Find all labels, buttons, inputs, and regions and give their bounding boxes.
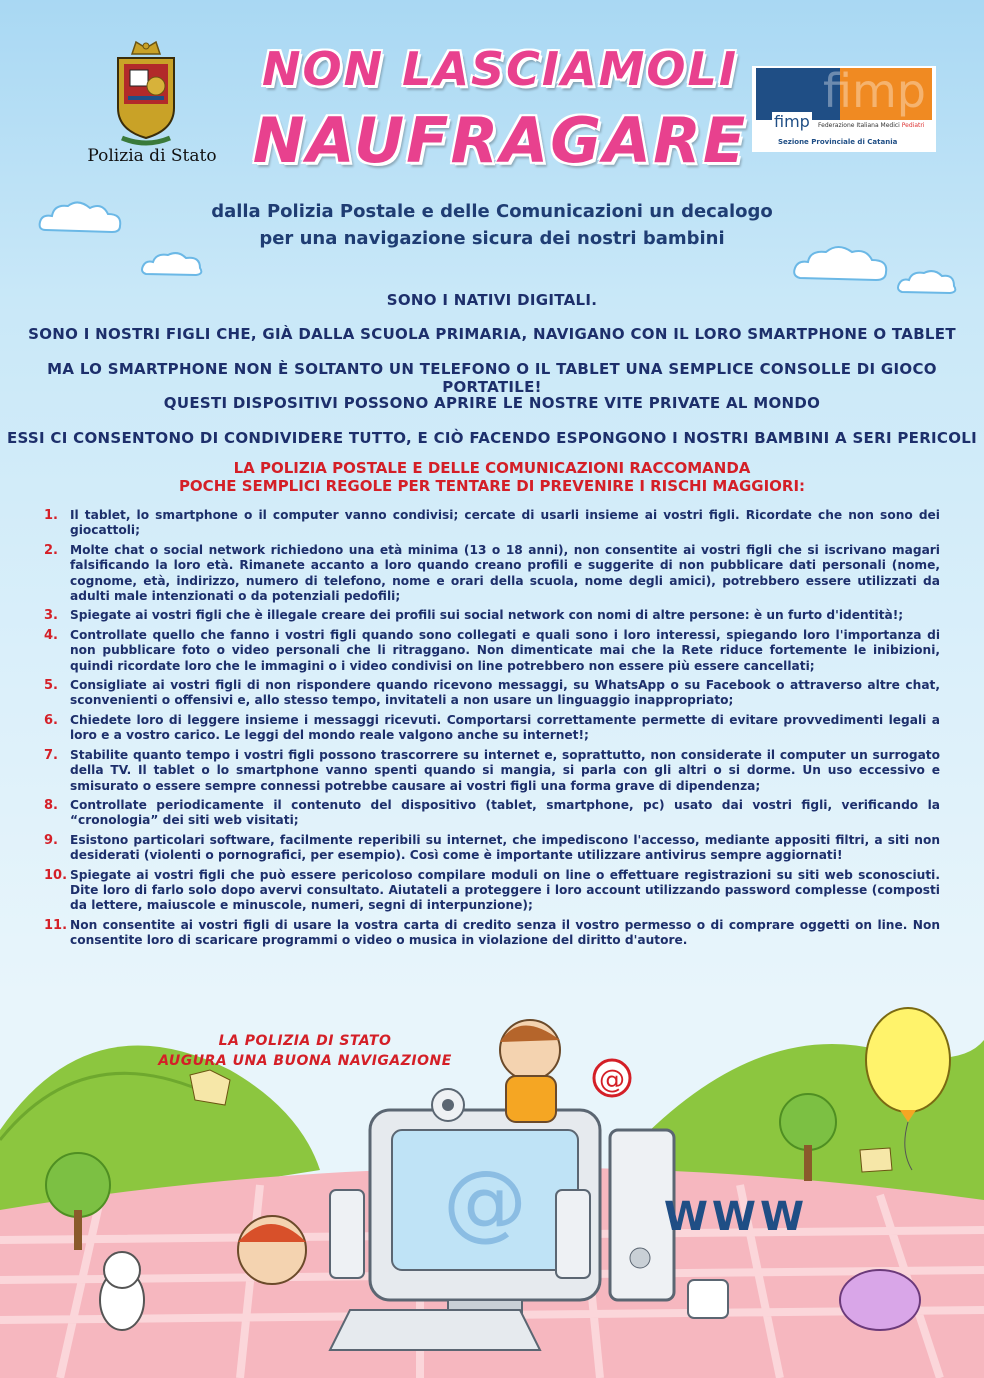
intro-line: MA LO SMARTPHONE NON È SOLTANTO UN TELEFONO O IL TABLET UNA SEMPLICE CONSOLLE DI GIOCO PORTATILE! — [47, 360, 937, 396]
rule-number: 9. — [44, 832, 58, 848]
rule-number: 11. — [44, 917, 68, 933]
rule-item — [44, 868, 940, 914]
rule-text: Spiegate ai vostri figli che può essere pericoloso compilare moduli on line o effettuare registrazioni su siti web sconosciuti. Dite loro di farlo solo dopo avervi consultato. Aiutateli a proteggere i loro account utilizzando password complesse (composti da lettere, maiuscole e minuscole, numeri, segni di interpunzione); — [70, 867, 940, 913]
poster-title-line1: NON LASCIAMOLI — [262, 42, 738, 96]
rule-item — [44, 713, 940, 744]
fimp-brand: fimp — [774, 112, 810, 131]
rule-text: Il tablet, lo smartphone o il computer vanno condivisi; cercate di usarli insieme ai vostri figli. Ricordate che non sono dei giocattoli; — [70, 508, 940, 538]
rule-item — [44, 918, 940, 949]
rule-text: Controllate quello che fanno i vostri figli quando sono collegati e quali sono i loro interessi, spiegando loro l'importanza di non pubblicare foto o video personali che li ritraggano. Non dimenticate mai che la Rete riduce fortemente le inibizioni, quindi ricordate loro che le immagini o i video condivisi on line potrebbero non essere più essere cancellati; — [70, 627, 940, 673]
email-badge-symbol: @ — [599, 1065, 625, 1095]
rule-number: 10. — [44, 867, 68, 883]
screen-at-symbol: @ — [443, 1152, 527, 1250]
rule-number: 5. — [44, 678, 58, 694]
rule-number: 1. — [44, 508, 58, 523]
polizia-di-stato-label: Polizia di Stato — [87, 146, 217, 166]
poster-subtitle — [120, 198, 864, 252]
rule-number: 3. — [44, 608, 58, 624]
rule-text: Controllate periodicamente il contenuto del dispositivo (tablet, smartphone, pc) usato dai vostri figli, verificando la “cronologia” dei siti web visitati; — [70, 797, 940, 828]
fimp-logo — [752, 66, 936, 152]
recommendation-line2: POCHE SEMPLICI REGOLE PER TENTARE DI PREVENIRE I RISCHI MAGGIORI: — [178, 477, 806, 495]
poster-title-line2: NAUFRAGARE — [252, 104, 748, 177]
fimp-federation: Federazione Italiana Medici Pediatri — [818, 122, 925, 129]
rule-number: 6. — [44, 712, 58, 728]
subtitle-line2: per una navigazione sicura dei nostri bambini — [259, 228, 725, 249]
farewell-line2: AUGURA UNA BUONA NAVIGAZIONE — [158, 1053, 452, 1069]
polizia-emblem-icon — [108, 38, 184, 148]
intro-line: ESSI CI CONSENTONO DI CONDIVIDERE TUTTO, E CIÒ FACENDO ESPONGONO I NOSTRI BAMBINI A SERI PERICOLI — [6, 429, 978, 447]
rule-item — [44, 833, 940, 864]
intro-line: QUESTI DISPOSITIVI POSSONO APRIRE LE NOSTRE VITE PRIVATE AL MONDO — [163, 394, 821, 412]
rule-item — [44, 508, 940, 539]
fimp-logo-watermark: fimp — [823, 68, 926, 118]
rule-number: 4. — [44, 627, 58, 643]
recommendation-line1: LA POLIZIA POSTALE E DELLE COMUNICAZIONI RACCOMANDA — [233, 459, 751, 477]
farewell-message — [140, 1031, 470, 1071]
rule-number: 2. — [44, 542, 58, 558]
rule-item — [44, 798, 940, 829]
rule-item — [44, 748, 940, 794]
intro-line: SONO I NATIVI DIGITALI. — [386, 291, 598, 309]
recommendation-heading — [100, 459, 884, 495]
cloud-decoration — [38, 200, 124, 238]
rule-item — [44, 628, 940, 674]
subtitle-line1: dalla Polizia Postale e delle Comunicazioni un decalogo — [211, 201, 773, 222]
rules-list — [44, 508, 940, 953]
cloud-decoration — [140, 250, 206, 280]
farewell-line1: LA POLIZIA DI STATO — [218, 1033, 392, 1049]
rule-text: Stabilite quanto tempo i vostri figli possono trascorrere su internet e, soprattutto, non considerate il computer un surrogato della TV. Il tablet o lo smartphone vanno spenti quando si mangia, si parla con gli altri o si dorme. Un uso eccessivo e smisurato o essere sempre connessi potrebbe causare ai vostri figli una forma grave di dipendenza; — [70, 747, 940, 793]
rule-text: Non consentite ai vostri figli di usare la vostra carta di credito senza il vostro permesso o di comprare oggetti on line. Non consentite loro di scaricare programmi o video o musica in violazione del diritto d'autore. — [70, 917, 940, 948]
rule-number: 7. — [44, 747, 58, 763]
rule-text: Chiedete loro di leggere insieme i messaggi ricevuti. Comportarsi correttamente permette di evitare provvedimenti legali a loro e a vostro carico. Le leggi del mondo reale valgono anche su internet!; — [70, 712, 940, 743]
www-text: WWW — [663, 1194, 809, 1240]
rule-item — [44, 543, 940, 605]
rule-item — [44, 678, 940, 709]
rule-number: 8. — [44, 797, 58, 813]
fimp-section: Sezione Provinciale di Catania — [778, 138, 898, 146]
rule-text: Spiegate ai vostri figli che è illegale creare dei profili sui social network con nomi di altre persone: è un furto d'identità!; — [70, 608, 904, 623]
rule-item — [44, 608, 940, 623]
rule-text: Esistono particolari software, facilmente reperibili su internet, che impediscono l'accesso, mediante appositi filtri, a siti non desiderati (violenti o pornografici, per esempio). Così come è importante utilizzare antivirus sempre aggiornati! — [70, 832, 940, 863]
rule-text: Consigliate ai vostri figli di non rispondere quando ricevono messaggi, su WhatsApp o su Facebook o attraverso altre chat, sconvenienti o offensivi e, allo stesso tempo, invitateli a non usare un linguaggio inappropriato; — [70, 678, 940, 708]
intro-line: SONO I NOSTRI FIGLI CHE, GIÀ DALLA SCUOLA PRIMARIA, NAVIGANO CON IL LORO SMARTPHONE O TABLET — [28, 325, 956, 343]
rule-text: Molte chat o social network richiedono una età minima (13 o 18 anni), non consentite ai vostri figli che si iscrivano magari falsificando la loro età. Rimanete accanto a loro quando creano profili e suggerite di non pubblicare dati personali (nome, cognome, età, indirizzo, numero di telefono, nome e orari della scuola, nome degli amici), potrebbero essere utilizzati da adulti male intenzionati o da potenziali pedofili; — [70, 542, 940, 604]
